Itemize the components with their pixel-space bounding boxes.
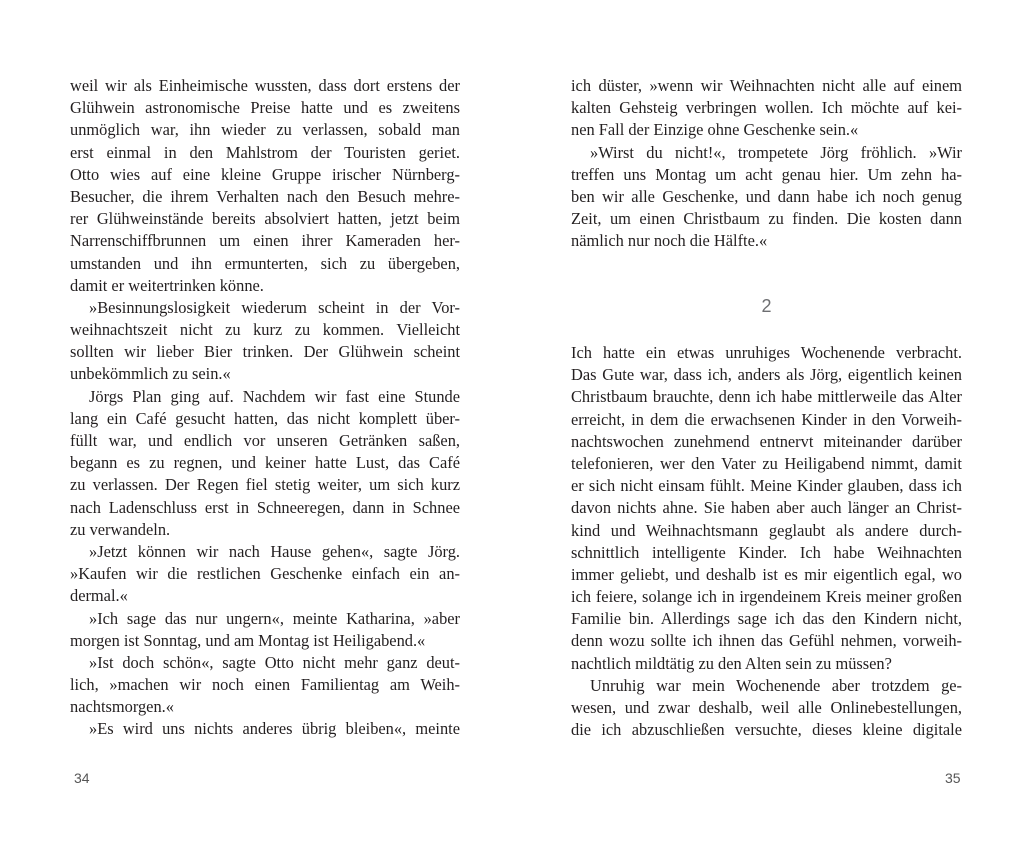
- text-line: telefonieren, wer den Vater zu Heiligabend nimmt, damit: [571, 453, 962, 473]
- right-page-number: 35: [945, 770, 961, 786]
- text-line: unmöglich war, ihn wieder zu verlassen, sobald man: [70, 120, 460, 140]
- text-line: Narrenschiffbrunnen um einen ihrer Kameraden her-: [70, 231, 460, 251]
- text-line: nachtswochen zunehmend entnervt miteinander darüber: [571, 431, 962, 451]
- text-line: die ich abzuschließen versuchte, dieses kleine digitale: [571, 720, 962, 740]
- chapter-number: 2: [761, 296, 772, 316]
- text-line: Unruhig war mein Wochenende aber trotzdem ge-: [590, 675, 962, 695]
- text-line: Familie bin. Allerdings sage ich das den Kindern nicht,: [571, 609, 962, 629]
- text-line: nen Fall der Einzige ohne Geschenke sein.«: [571, 120, 859, 140]
- text-line: ben wir alle Geschenke, und dann habe ich noch genug: [571, 186, 962, 206]
- text-line: »Es wird uns nichts anderes übrig bleiben«, meinte: [89, 719, 460, 739]
- text-line: nämlich nur noch die Hälfte.«: [571, 231, 768, 251]
- text-line: »Wirst du nicht!«, trompetete Jörg fröhlich. »Wir: [590, 142, 962, 162]
- text-line: er sich nicht einsam fühlt. Meine Kinder glauben, dass ich: [571, 476, 962, 496]
- text-line: nachtlich mildtätig zu den Alten sein zu müssen?: [571, 653, 892, 673]
- text-line: schnittlich intelligente Kinder. Ich habe Weihnachten: [571, 542, 962, 562]
- left-page-text: [70, 75, 460, 741]
- text-line: rer Glühweinstände bereits absolviert hatten, jetzt beim: [70, 209, 460, 229]
- text-line: nach Ladenschluss erst in Schneeregen, dann in Schnee: [70, 497, 460, 517]
- text-line: davon nichts ahne. Sie haben aber auch länger an Christ-: [571, 498, 962, 518]
- right-page-upper-text: [571, 75, 962, 253]
- text-line: morgen ist Sonntag, und am Montag ist Heiligabend.«: [70, 630, 426, 650]
- text-line: weil wir als Einheimische wussten, dass dort erstens der: [70, 76, 460, 95]
- text-line: erreicht, in dem die erwachsenen Kinder in den Vorweih-: [571, 409, 962, 429]
- text-line: nachtsmorgen.«: [70, 697, 174, 717]
- text-line: begann es zu regnen, und keiner hatte Lust, das Café: [70, 453, 460, 473]
- text-line: treffen uns Montag um acht genau hier. Um zehn ha-: [571, 164, 962, 184]
- text-line: weihnachtszeit nicht zu kurz zu kommen. Vielleicht: [70, 320, 460, 340]
- text-line: denn wozu sollte ich ihnen das Gefühl nehmen, vorweih-: [571, 631, 962, 651]
- text-line: zu verlassen. Der Regen fiel stetig weiter, um sich kurz: [70, 475, 460, 495]
- text-line: damit er weitertrinken könne.: [70, 275, 264, 295]
- text-line: »Kaufen wir die restlichen Geschenke einfach ein an-: [70, 564, 460, 584]
- text-line: kind und Weihnachtsmann geglaubt als andere durch-: [571, 520, 962, 540]
- left-page-number: 34: [74, 770, 90, 786]
- text-line: zu verwandeln.: [70, 519, 171, 539]
- text-line: unbekömmlich zu sein.«: [70, 364, 231, 384]
- text-line: lang ein Café gesucht hatten, das nicht komplett über-: [70, 408, 460, 428]
- text-line: Zeit, um einen Christbaum zu finden. Die kosten dann: [571, 209, 962, 229]
- text-line: lich, »machen wir noch einen Familientag am Weih-: [70, 675, 460, 695]
- text-line: »Besinnungslosigkeit wiederum scheint in der Vor-: [89, 297, 460, 317]
- text-line: ich düster, »wenn wir Weihnachten nicht alle auf einem: [571, 76, 962, 95]
- text-line: Glühwein astronomische Preise hatte und es zweitens: [70, 98, 460, 118]
- text-line: dermal.«: [70, 586, 128, 606]
- text-line: umstanden und ihn ermunterten, sich zu übergeben,: [70, 253, 460, 273]
- right-page: [513, 0, 1027, 861]
- right-page-lower-text: [571, 342, 962, 741]
- text-line: Jörgs Plan ging auf. Nachdem wir fast eine Stunde: [89, 386, 460, 406]
- left-page: [0, 0, 513, 861]
- text-line: ich feiere, solange ich in irgendeinem Kreis meiner großen: [571, 587, 962, 607]
- text-line: sollten wir lieber Bier trinken. Der Glühwein scheint: [70, 342, 460, 362]
- text-line: Christbaum brauchte, denn ich habe mittlerweile das Alter: [571, 387, 962, 407]
- text-line: füllt war, und endlich vor unseren Getränken saßen,: [70, 431, 460, 450]
- text-line: »Ich sage das nur ungern«, meinte Katharina, »aber: [89, 608, 460, 628]
- text-line: Besucher, die ihrem Verhalten nach den Besuch mehre-: [70, 186, 460, 206]
- text-line: erst einmal in den Mahlstrom der Touristen geriet.: [70, 142, 460, 162]
- text-line: immer geliebt, und deshalb ist es mir eigentlich egal, wo: [571, 564, 962, 584]
- text-line: Ich hatte ein etwas unruhiges Wochenende verbracht.: [571, 343, 962, 362]
- text-line: Otto wies auf eine kleine Gruppe irischer Nürnberg-: [70, 164, 460, 184]
- text-line: »Ist doch schön«, sagte Otto nicht mehr ganz deut-: [89, 652, 460, 672]
- text-line: Das Gute war, dass ich, anders als Jörg, eigentlich keinen: [571, 365, 962, 385]
- text-line: wesen, und zwar deshalb, weil alle Onlinebestellungen,: [571, 698, 962, 717]
- text-line: kalten Gehsteig verbringen wollen. Ich möchte auf kei-: [571, 98, 962, 118]
- text-line: »Jetzt können wir nach Hause gehen«, sagte Jörg.: [89, 541, 460, 561]
